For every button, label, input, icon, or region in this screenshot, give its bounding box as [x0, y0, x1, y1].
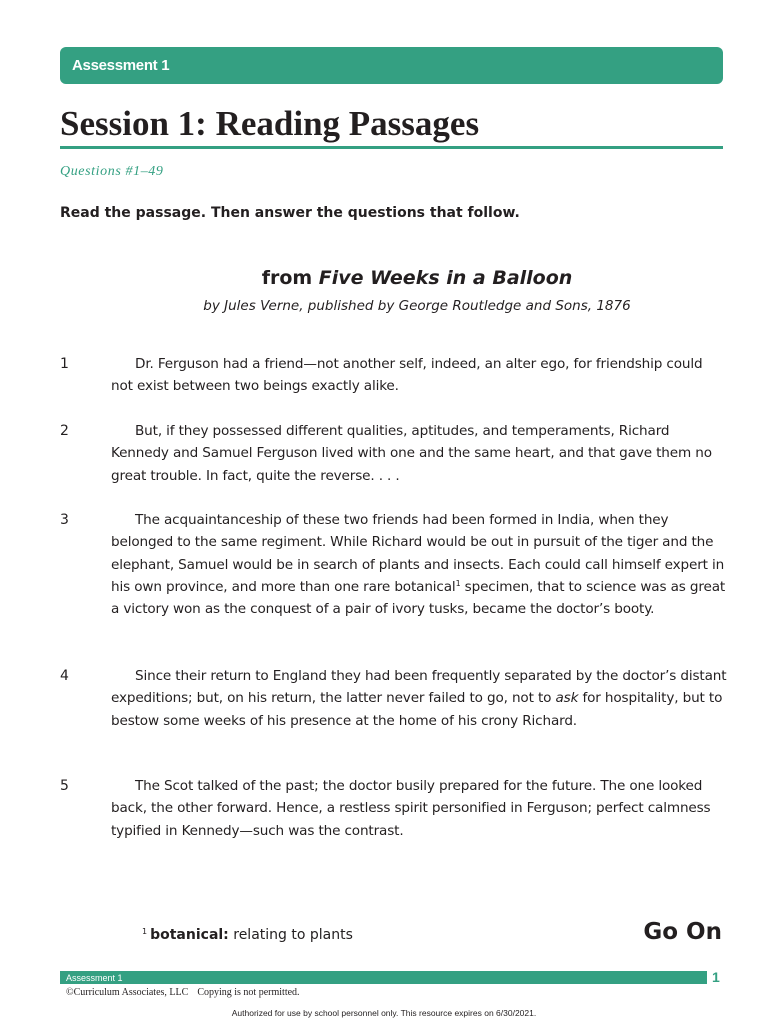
paragraph: [111, 509, 727, 620]
copyright-line: [66, 987, 300, 998]
instructions: Read the passage. Then answer the questions that follow.: [60, 205, 520, 221]
go-on-label: Go On: [643, 919, 722, 945]
page-title: Session 1: Reading Passages: [60, 104, 480, 143]
paragraph-text: Since their return to England they had been frequently separated by the doctor’s distant expeditions; but, on his return, the latter never failed to go, not to: [111, 668, 727, 707]
copying-notice: Copying is not permitted.: [197, 987, 300, 998]
footnote: [142, 927, 353, 943]
footer-assessment-label: Assessment 1: [66, 972, 123, 983]
passage-title-prefix: from: [261, 267, 319, 289]
paragraph: The Scot talked of the past; the doctor busily prepared for the future. The one looked back, the other forward. Hence, a restless spirit personified in Ferguson; perfect calmness typified in Kennedy—such was the contrast.: [111, 778, 711, 839]
paragraph: But, if they possessed different qualities, aptitudes, and temperaments, Richard Kennedy and Samuel Ferguson lived with one and the same heart, and that gave them no great trouble. In fact, quite the reverse. . . .: [111, 423, 712, 484]
questions-range: Questions #1–49: [60, 164, 164, 179]
assessment-banner: [60, 47, 723, 84]
paragraph: Dr. Ferguson had a friend—not another self, indeed, an alter ego, for friendship could not exist between two beings exactly alike.: [111, 356, 703, 395]
copyright-text: ©Curriculum Associates, LLC: [66, 987, 189, 998]
page-number: 1: [712, 969, 720, 985]
emphasized-word: ask: [555, 690, 579, 707]
paragraph-number: 4: [60, 668, 69, 684]
paragraph-number: 5: [60, 778, 69, 794]
paragraph-number: 2: [60, 423, 69, 439]
passage-byline: by Jules Verne, published by George Routledge and Sons, 1876: [203, 298, 631, 314]
assessment-banner-label: Assessment 1: [72, 57, 170, 74]
authorization-notice: Authorized for use by school personnel only. This resource expires on 6/30/2021.: [231, 1008, 537, 1018]
passage-book-title: Five Weeks in a Balloon: [318, 267, 573, 289]
paragraph-number: 1: [60, 356, 69, 372]
footnote-reference: 1: [455, 578, 461, 588]
footnote-marker: 1: [142, 927, 148, 936]
paragraph-number: 3: [60, 512, 69, 528]
footnote-definition: relating to plants: [228, 927, 353, 943]
paragraph: [111, 665, 727, 732]
footnote-term: botanical:: [150, 927, 229, 943]
paragraph-text: for hospitality, but to bestow some weeks of his presence at the home of his crony Richard.: [111, 690, 723, 729]
title-divider: [60, 146, 723, 149]
paragraph-text: specimen, that to science was as great a victory won as the conquest of a pair of ivory tusks, became the doctor’s booty.: [111, 578, 726, 618]
footer-bar: [60, 971, 707, 984]
paragraph-text: The acquaintanceship of these two friends had been formed in India, when they belonged to the same regiment. While Richard would be out in pursuit of the tiger and the elephant, Samuel would be in search of plants and insects. Each could call himself expert in his own province, and more than one rare botanical: [111, 512, 725, 595]
passage-title: [0, 267, 768, 289]
